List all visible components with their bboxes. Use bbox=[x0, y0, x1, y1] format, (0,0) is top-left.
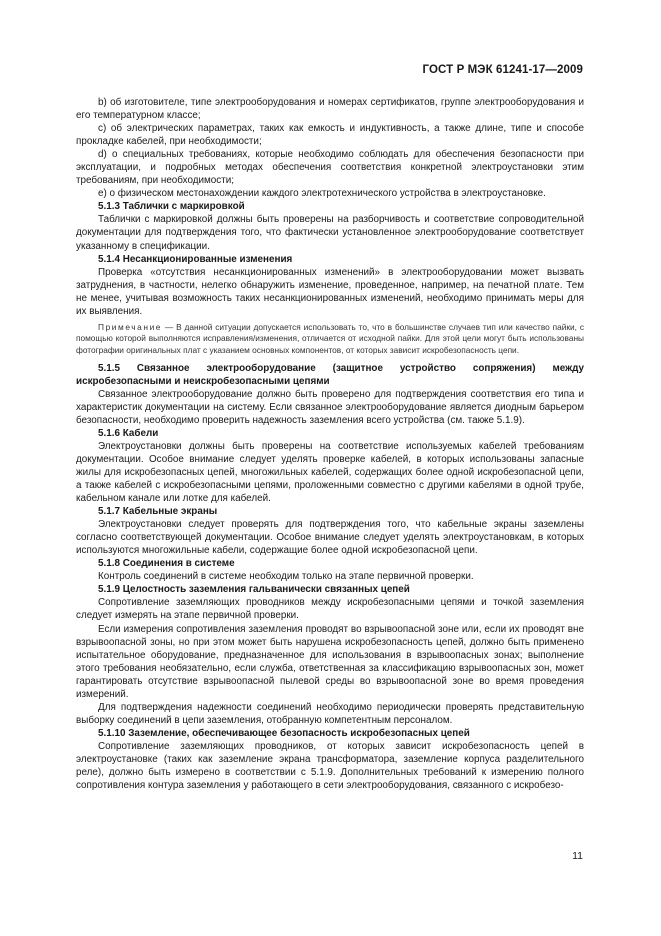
document-header: ГОСТ Р МЭК 61241-17—2009 bbox=[422, 64, 583, 76]
section-heading: 5.1.5 Связанное электрооборудование (защитное устройство сопряжения) между искробезопасными и неискробезопасными цепями bbox=[76, 362, 584, 387]
document-body bbox=[76, 96, 584, 792]
body-paragraph: Если измерения сопротивления заземления проводят во взрывоопасной зоне или, если их проводят вне взрывоопасной зоны, но при этом может быть нарушена искробезопасность цепей, должно быть применено испытательное оборудование, предназначенное для использования в взрывоопасных зонах; выполнение этого требования необязательно, если служба, ответственная за классификацию взрывоопасных зон, может гарантировать отсутствие взрывоопасной пылевой среды во взрывоопасной зоне во время проведения измерений. bbox=[76, 623, 584, 700]
section-heading: 5.1.3 Таблички с маркировкой bbox=[98, 201, 245, 213]
body-paragraph: e) о физическом местонахождении каждого электротехнического устройства в электроустановке. bbox=[98, 188, 546, 200]
body-paragraph: Электроустановки должны быть проверены на соответствие используемых кабелей требованиям документации. Особое внимание следует уделять проверке кабелей, в которых использованы запасные жилы для искробезопасных цепей, многожильных кабелей, содержащих более одной искробезопасной цепи, а также кабелей с искробезопасными цепями, проложенными совместно с другими кабелями в одной трубе, кабельном канале или лотке для кабелей. bbox=[76, 440, 584, 505]
note-text: — В данной ситуации допускается использовать то, что в большинстве случаев тип или качество пайки, с помощью которой выполняются исправления/изменения, отличается от исходной пайки. Для этой цели могут быть использованы фотографии оригинальных плат с указанием основных компонентов, от которых зависит искробезопасность цепи. bbox=[76, 321, 584, 355]
body-paragraph: Сопротивление заземляющих проводников, от которых зависит искробезопасность цепей в электроустановке (таких как заземление экрана трансформатора, заземление корпуса разделительного реле), должно быть измерено в соответствии с 5.1.9. Дополнительных требований к измерению полного сопротивления контура заземления у работающего в сети электрооборудования, связанного с искробезо- bbox=[76, 740, 584, 792]
page-number: 11 bbox=[572, 850, 583, 862]
body-paragraph: Сопротивление заземляющих проводников между искробезопасными цепями и точкой заземления следует измерять на этапе первичной проверки. bbox=[76, 597, 584, 622]
section-heading: 5.1.9 Целостность заземления гальванически связанных цепей bbox=[98, 584, 410, 596]
body-paragraph: b) об изготовителе, типе электрооборудования и номерах сертификатов, группе электрооборудования и его температурном классе; bbox=[76, 97, 584, 122]
section-heading: 5.1.10 Заземление, обеспечивающее безопасность искробезопасных цепей bbox=[98, 727, 470, 739]
note-label: Примечание bbox=[98, 321, 163, 332]
body-paragraph: Электроустановки следует проверять для подтверждения того, что кабельные экраны заземлены согласно соответствующей документации. Особое внимание следует уделять электроустановкам, в которых используются многожильные кабели, содержащие более одной искробезопасной цепи. bbox=[76, 519, 584, 557]
body-paragraph: Связанное электрооборудование должно быть проверено для подтверждения соответствия его типа и характеристик документации на систему. Если связанное электрооборудование является диодным барьером безопасности, необходимо проверить надежность заземления всего устройства (см. также 5.1.9). bbox=[76, 388, 584, 426]
body-paragraph: c) об электрических параметрах, таких как емкость и индуктивность, а также длине, типе и способе прокладке кабелей, при необходимости; bbox=[76, 123, 584, 148]
body-paragraph: Проверка «отсутствия несанкционированных изменений» в электрооборудовании может вызвать затруднения, в частности, нелегко обнаружить изменение, проведенное, например, на печатной плате. Тем не менее, учитывая возможность таких несанкционированных изменений, необходимо принимать меры для их выявления. bbox=[76, 266, 584, 317]
section-heading: 5.1.8 Соединения в системе bbox=[98, 558, 235, 570]
section-heading: 5.1.7 Кабельные экраны bbox=[98, 506, 218, 518]
body-paragraph: Для подтверждения надежности соединений необходимо периодически проверять представительную выборку соединений в цепи заземления, отобранную компетентным персоналом. bbox=[76, 701, 584, 726]
section-heading: 5.1.6 Кабели bbox=[98, 427, 159, 439]
body-paragraph: Контроль соединений в системе необходим только на этапе первичной проверки. bbox=[98, 571, 474, 583]
body-paragraph: d) о специальных требованиях, которые необходимо соблюдать для обеспечения безопасности при эксплуатации, и подробных методах обеспечения соответствия конкретной электроустановки этим требованиям, при необходимости; bbox=[76, 149, 584, 187]
body-paragraph: Таблички с маркировкой должны быть проверены на разборчивость и соответствие сопроводительной документации для подтверждения того, что фактически установленное электрооборудование соответствует указанному в спецификации. bbox=[76, 214, 584, 252]
note-paragraph bbox=[76, 322, 584, 357]
section-heading: 5.1.4 Несанкционированные изменения bbox=[98, 253, 293, 265]
